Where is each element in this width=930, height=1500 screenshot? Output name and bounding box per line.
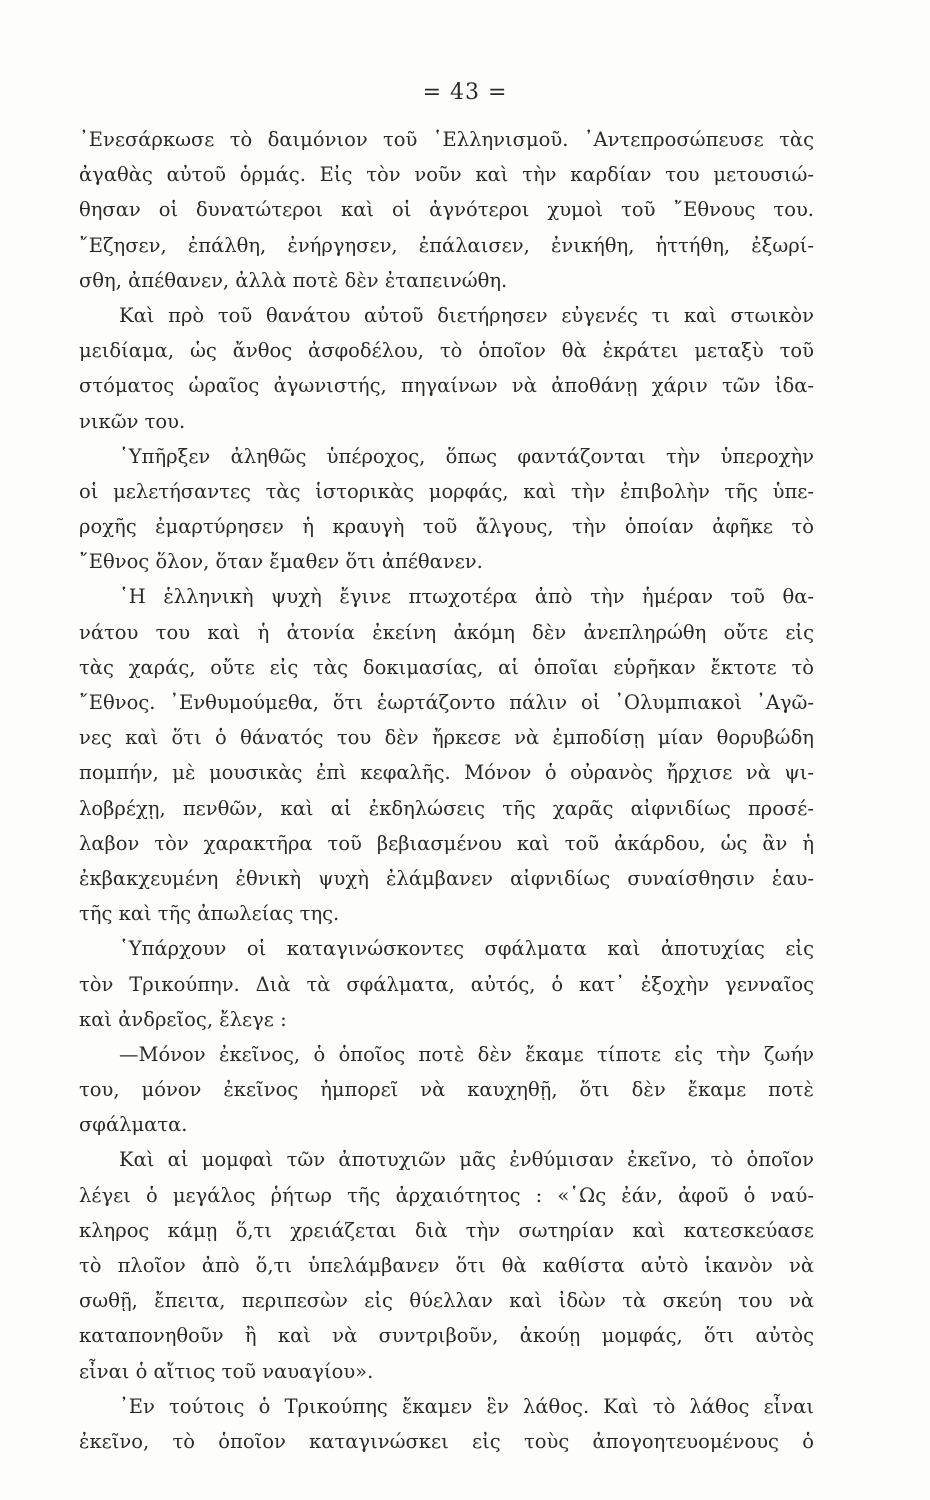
text-line: τῆς καὶ τῆς ἀπωλείας της.: [79, 902, 340, 926]
text-line: σφάλματα.: [79, 1113, 188, 1137]
text-line: οἱ μελετήσαντες τὰς ἱστορικὰς μορφάς, καὶ τὴν ἐπιβολὴν τῆς ὑπε-: [79, 479, 814, 503]
text-line: τὸν Τρικούπην. Διὰ τὰ σφάλματα, αὐτός, ὁ κατ᾿ ἐξοχὴν γενναῖος: [79, 972, 814, 996]
text-line: καὶ ἀνδρεῖος, ἔλεγε :: [79, 1007, 287, 1031]
text-line: ῾Υπῆρξεν ἀληθῶς ὑπέροχος, ὅπως φαντάζονται τὴν ὑπεροχὴν: [119, 444, 814, 468]
text-line: κληρος κάμῃ ὅ,τι χρειάζεται διὰ τὴν σωτηρίαν καὶ κατεσκεύασε: [79, 1218, 814, 1242]
text-line: λοβρέχῃ, πενθῶν, καὶ αἱ ἐκδηλώσεις τῆς χαρᾶς αἰφνιδίως προσέ-: [79, 796, 814, 820]
body-text: [79, 122, 814, 1459]
text-line: θησαν οἱ δυνατώτεροι καὶ οἱ ἁγνότεροι χυμοὶ τοῦ ῎Εθνους του.: [79, 198, 814, 222]
text-line: ἀγαθὰς αὐτοῦ ὁρμάς. Εἰς τὸν νοῦν καὶ τὴν καρδίαν του μετουσιώ-: [79, 163, 814, 187]
text-line: τὰς χαράς, οὔτε εἰς τὰς δοκιμασίας, αἱ ὁποῖαι εὑρῆκαν ἔκτοτε τὸ: [79, 655, 814, 679]
text-line: μειδίαμα, ὡς ἄνθος ἀσφοδέλου, τὸ ὁποῖον θὰ ἐκράτει μεταξὺ τοῦ: [79, 339, 814, 363]
text-line: σωθῇ, ἔπειτα, περιπεσὼν εἰς θύελλαν καὶ ἰδὼν τὰ σκεύη του νὰ: [79, 1289, 814, 1313]
text-line: ἐκβακχευμένη ἐθνικὴ ψυχὴ ἐλάμβανεν αἰφνιδίως συναίσθησιν ἑαυ-: [79, 866, 814, 890]
text-line: νάτου του καὶ ἡ ἀτονία ἐκείνη ἀκόμη δὲν ἀνεπληρώθη οὔτε εἰς: [79, 620, 814, 644]
text-line: Καὶ πρὸ τοῦ θανάτου αὐτοῦ διετήρησεν εὐγενές τι καὶ στωικὸν: [119, 303, 814, 327]
text-line: σθη, ἀπέθανεν, ἀλλὰ ποτὲ δὲν ἐταπεινώθη.: [79, 268, 508, 292]
text-line: λέγει ὁ μεγάλος ῥήτωρ τῆς ἀρχαιότητος : «῾Ως ἐάν, ἀφοῦ ὁ ναύ-: [79, 1183, 814, 1207]
text-line: τὸ πλοῖον ἀπὸ ὅ,τι ὑπελάμβανεν ὅτι θὰ καθίστα αὐτὸ ἱκανὸν νὰ: [79, 1254, 814, 1277]
text-line: ῎Εζησεν, ἐπάλθη, ἐνήργησεν, ἐπάλαισεν, ἐνικήθη, ἡττήθη, ἐξωρί-: [79, 233, 814, 257]
text-line: νικῶν του.: [79, 409, 186, 433]
text-line: ῾Υπάρχουν οἱ καταγινώσκοντες σφάλματα καὶ ἀποτυχίας εἰς: [119, 937, 814, 961]
text-line: ᾿Ενεσάρκωσε τὸ δαιμόνιον τοῦ ῾Ελληνισμοῦ. ᾿Αντεπροσώπευσε τὰς: [79, 128, 814, 151]
text-line: ῎Εθνος ὅλον, ὅταν ἔμαθεν ὅτι ἀπέθανεν.: [79, 550, 483, 574]
text-line: στόματος ὡραῖος ἀγωνιστής, πηγαίνων νὰ ἀποθάνῃ χάριν τῶν ἰδα-: [79, 374, 814, 398]
text-line: ροχῆς ἐμαρτύρησεν ἡ κραυγὴ τοῦ ἄλγους, τὴν ὁποίαν ἀφῆκε τὸ: [79, 515, 814, 539]
page-number: = 43 =: [422, 80, 508, 105]
text-line: πομπήν, μὲ μουσικὰς ἐπὶ κεφαλῆς. Μόνον ὁ οὐρανὸς ἤρχισε νὰ ψι-: [79, 761, 814, 785]
text-line: λαβον τὸν χαρακτῆρα τοῦ βεβιασμένου καὶ τοῦ ἀκάρδου, ὡς ἂν ἡ: [79, 831, 814, 855]
text-line: ἐκεῖνο, τὸ ὁποῖον καταγινώσκει εἰς τοὺς ἀπογοητευομένους ὁ: [79, 1429, 814, 1453]
text-line: εἶναι ὁ αἴτιος τοῦ ναυαγίου».: [79, 1359, 374, 1383]
text-line: ῾Η ἑλληνικὴ ψυχὴ ἔγινε πτωχοτέρα ἀπὸ τὴν ἡμέραν τοῦ θα-: [119, 585, 814, 609]
text-line: νες καὶ ὅτι ὁ θάνατός του δὲν ἤρκεσε νὰ ἐμποδίσῃ μίαν θορυβώδη: [79, 726, 814, 750]
text-line: καταπονηθοῦν ἢ καὶ νὰ συντριβοῦν, ἀκούῃ μομφάς, ὅτι αὐτὸς: [79, 1324, 814, 1348]
text-line: —Μόνον ἐκεῖνος, ὁ ὁποῖος ποτὲ δὲν ἔκαμε τίποτε εἰς τὴν ζωήν: [119, 1042, 814, 1066]
text-line: ᾿Εν τούτοις ὁ Τρικούπης ἔκαμεν ἓν λάθος. Καὶ τὸ λάθος εἶναι: [119, 1394, 814, 1418]
text-line: του, μόνον ἐκεῖνος ἠμπορεῖ νὰ καυχηθῇ, ὅτι δὲν ἔκαμε ποτὲ: [79, 1078, 814, 1102]
text-line: Καὶ αἱ μομφαὶ τῶν ἀποτυχιῶν μᾶς ἐνθύμισαν ἐκεῖνο, τὸ ὁποῖον: [119, 1148, 814, 1172]
text-line: ῎Εθνος. ᾿Ενθυμούμεθα, ὅτι ἑωρτάζοντο πάλιν οἱ ᾿Ολυμπιακοὶ ᾿Αγῶ-: [79, 691, 814, 714]
